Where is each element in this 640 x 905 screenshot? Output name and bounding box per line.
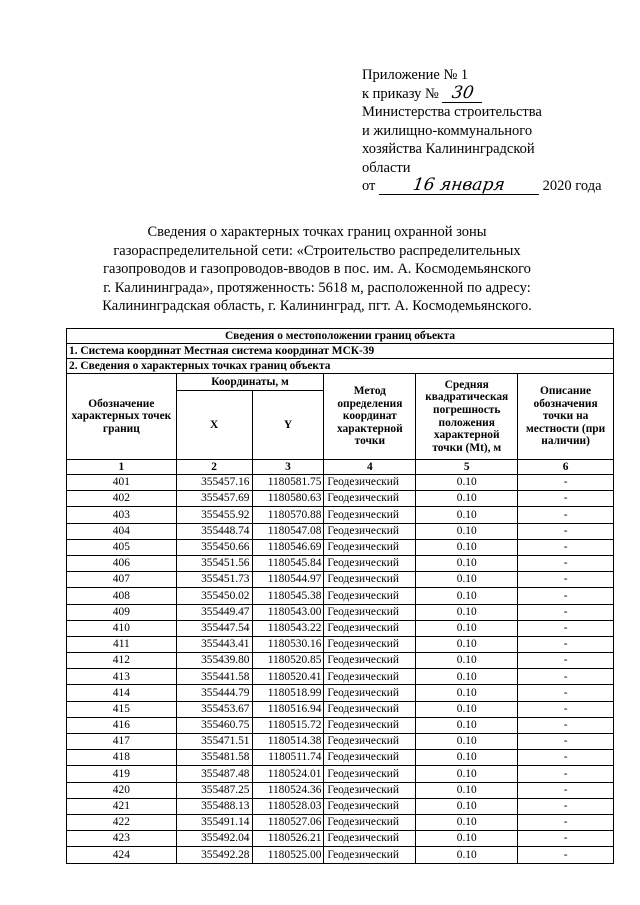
column-number: 1 (67, 460, 177, 475)
table-row (67, 653, 614, 669)
cell-coord-x: 355450.66 (176, 539, 252, 555)
column-number: 5 (416, 460, 518, 475)
document-heading (70, 223, 564, 316)
heading-line-5: Калининградская область, г. Калининград, пгт. А. Космодемьянского. (102, 298, 532, 315)
header-x: X (176, 391, 252, 460)
cell-point-id: 411 (67, 636, 177, 652)
header-designation: Обозначение характерных точек границ (67, 374, 177, 460)
cell-coord-y: 1180543.00 (252, 604, 324, 620)
cell-point-id: 420 (67, 782, 177, 798)
cell-coord-x: 355443.41 (176, 636, 252, 652)
cell-method: Геодезический (324, 572, 416, 588)
date-handwritten: 16 января (411, 175, 507, 195)
cell-point-id: 417 (67, 734, 177, 750)
cell-description: - (518, 572, 614, 588)
cell-method: Геодезический (324, 539, 416, 555)
cell-accuracy: 0.10 (416, 523, 518, 539)
cell-coord-y: 1180524.36 (252, 782, 324, 798)
cell-method: Геодезический (324, 814, 416, 830)
cell-coord-y: 1180515.72 (252, 717, 324, 733)
cell-description: - (518, 620, 614, 636)
column-number: 3 (252, 460, 324, 475)
boundary-points-table (66, 328, 614, 864)
cell-description: - (518, 750, 614, 766)
cell-coord-x: 355457.69 (176, 491, 252, 507)
table-row (67, 636, 614, 652)
cell-coord-y: 1180520.41 (252, 669, 324, 685)
cell-accuracy: 0.10 (416, 750, 518, 766)
cell-description: - (518, 588, 614, 604)
heading-line-1: Сведения о характерных точках границ охранной зоны (147, 224, 487, 240)
cell-method: Геодезический (324, 620, 416, 636)
cell-coord-y: 1180544.97 (252, 572, 324, 588)
points-section-label: 2. Сведения о характерных точках границ объекта (67, 359, 614, 374)
cell-coord-x: 355451.56 (176, 555, 252, 571)
cell-accuracy: 0.10 (416, 539, 518, 555)
cell-description: - (518, 636, 614, 652)
cell-method: Геодезический (324, 750, 416, 766)
column-number: 4 (324, 460, 416, 475)
table-row (67, 750, 614, 766)
cell-description: - (518, 669, 614, 685)
table-row (67, 604, 614, 620)
cell-method: Геодезический (324, 588, 416, 604)
cell-point-id: 418 (67, 750, 177, 766)
appendix-block (362, 66, 632, 196)
table-row (67, 475, 614, 491)
cell-description: - (518, 475, 614, 491)
cell-point-id: 408 (67, 588, 177, 604)
cell-method: Геодезический (324, 782, 416, 798)
cell-description: - (518, 717, 614, 733)
cell-coord-x: 355487.25 (176, 782, 252, 798)
cell-coord-y: 1180545.84 (252, 555, 324, 571)
cell-method: Геодезический (324, 555, 416, 571)
cell-point-id: 401 (67, 475, 177, 491)
cell-point-id: 424 (67, 847, 177, 863)
table-row (67, 766, 614, 782)
table-row (67, 669, 614, 685)
table-row (67, 831, 614, 847)
cell-coord-y: 1180570.88 (252, 507, 324, 523)
cell-coord-x: 355481.58 (176, 750, 252, 766)
cell-point-id: 405 (67, 539, 177, 555)
table-row (67, 507, 614, 523)
cell-point-id: 421 (67, 798, 177, 814)
cell-description: - (518, 523, 614, 539)
order-line (362, 82, 632, 104)
column-number: 6 (518, 460, 614, 475)
table-row (67, 814, 614, 830)
cell-coord-y: 1180545.38 (252, 588, 324, 604)
cell-coord-x: 355457.16 (176, 475, 252, 491)
cell-point-id: 413 (67, 669, 177, 685)
cell-coord-x: 355444.79 (176, 685, 252, 701)
order-number-field (442, 82, 482, 103)
cell-description: - (518, 507, 614, 523)
table-row (67, 620, 614, 636)
cell-accuracy: 0.10 (416, 669, 518, 685)
cell-coord-y: 1180520.85 (252, 653, 324, 669)
cell-coord-x: 355450.02 (176, 588, 252, 604)
cell-coord-x: 355448.74 (176, 523, 252, 539)
cell-point-id: 402 (67, 491, 177, 507)
cell-point-id: 404 (67, 523, 177, 539)
cell-point-id: 409 (67, 604, 177, 620)
cell-method: Геодезический (324, 685, 416, 701)
cell-accuracy: 0.10 (416, 798, 518, 814)
cell-coord-x: 355453.67 (176, 701, 252, 717)
cell-coord-y: 1180527.06 (252, 814, 324, 830)
table-row (67, 523, 614, 539)
cell-description: - (518, 685, 614, 701)
cell-point-id: 412 (67, 653, 177, 669)
cell-description: - (518, 604, 614, 620)
cell-coord-y: 1180511.74 (252, 750, 324, 766)
cell-method: Геодезический (324, 798, 416, 814)
appendix-line-5: хозяйства Калининградской (362, 141, 535, 157)
cell-method: Геодезический (324, 604, 416, 620)
cell-accuracy: 0.10 (416, 636, 518, 652)
heading-line-4: г. Калининграда», протяженность: 5618 м, расположенной по адресу: (103, 279, 531, 296)
cell-accuracy: 0.10 (416, 507, 518, 523)
cell-description: - (518, 491, 614, 507)
order-prefix: к приказу № (362, 85, 439, 102)
cell-accuracy: 0.10 (416, 717, 518, 733)
cell-coord-x: 355471.51 (176, 734, 252, 750)
cell-accuracy: 0.10 (416, 588, 518, 604)
cell-point-id: 414 (67, 685, 177, 701)
table-row (67, 734, 614, 750)
cell-accuracy: 0.10 (416, 653, 518, 669)
coordinate-system-label: 1. Система координат Местная система координат МСК-39 (67, 344, 614, 359)
header-description: Описание обозначения точки на местности (при наличии) (518, 374, 614, 460)
cell-point-id: 403 (67, 507, 177, 523)
heading-line-3: газопроводов и газопроводов-вводов в пос. им. А. Космодемьянского (103, 261, 531, 278)
cell-point-id: 416 (67, 717, 177, 733)
heading-line-2: газораспределительной сети: «Строительство распределительных (113, 242, 521, 259)
cell-coord-y: 1180543.22 (252, 620, 324, 636)
cell-coord-y: 1180518.99 (252, 685, 324, 701)
cell-accuracy: 0.10 (416, 847, 518, 863)
year-suffix: 2020 года (542, 178, 602, 194)
cell-coord-x: 355488.13 (176, 798, 252, 814)
cell-point-id: 410 (67, 620, 177, 636)
cell-accuracy: 0.10 (416, 766, 518, 782)
cell-accuracy: 0.10 (416, 475, 518, 491)
cell-description: - (518, 701, 614, 717)
appendix-line-6: области (362, 159, 411, 176)
cell-coord-x: 355439.80 (176, 653, 252, 669)
cell-coord-x: 355441.58 (176, 669, 252, 685)
header-accuracy: Средняя квадратическая погрешность положения характерной точки (Mt), м (416, 374, 518, 460)
table-row (67, 588, 614, 604)
cell-coord-x: 355492.28 (176, 847, 252, 863)
cell-description: - (518, 798, 614, 814)
cell-point-id: 422 (67, 814, 177, 830)
cell-coord-y: 1180546.69 (252, 539, 324, 555)
cell-accuracy: 0.10 (416, 734, 518, 750)
cell-coord-x: 355492.04 (176, 831, 252, 847)
cell-coord-y: 1180528.03 (252, 798, 324, 814)
cell-accuracy: 0.10 (416, 701, 518, 717)
cell-coord-y: 1180547.08 (252, 523, 324, 539)
cell-coord-y: 1180516.94 (252, 701, 324, 717)
cell-point-id: 415 (67, 701, 177, 717)
cell-point-id: 419 (67, 766, 177, 782)
cell-accuracy: 0.10 (416, 685, 518, 701)
table-row (67, 717, 614, 733)
cell-coord-y: 1180514.38 (252, 734, 324, 750)
column-number-row (67, 460, 614, 475)
cell-coord-x: 355487.48 (176, 766, 252, 782)
table-row (67, 572, 614, 588)
cell-coord-y: 1180581.75 (252, 475, 324, 491)
cell-method: Геодезический (324, 491, 416, 507)
cell-coord-x: 355460.75 (176, 717, 252, 733)
cell-description: - (518, 782, 614, 798)
cell-accuracy: 0.10 (416, 782, 518, 798)
date-line (362, 177, 632, 196)
cell-method: Геодезический (324, 734, 416, 750)
cell-method: Геодезический (324, 831, 416, 847)
cell-coord-y: 1180530.16 (252, 636, 324, 652)
table-row (67, 555, 614, 571)
cell-point-id: 423 (67, 831, 177, 847)
table-row (67, 539, 614, 555)
cell-coord-x: 355455.92 (176, 507, 252, 523)
cell-method: Геодезический (324, 523, 416, 539)
cell-point-id: 406 (67, 555, 177, 571)
cell-description: - (518, 539, 614, 555)
header-method: Метод определения координат характерной точки (324, 374, 416, 460)
cell-accuracy: 0.10 (416, 620, 518, 636)
cell-description: - (518, 555, 614, 571)
appendix-line-3: Министерства строительства (362, 104, 542, 120)
cell-coord-x: 355447.54 (176, 620, 252, 636)
table-row (67, 847, 614, 863)
cell-method: Геодезический (324, 475, 416, 491)
table-row (67, 685, 614, 701)
table-row (67, 782, 614, 798)
cell-method: Геодезический (324, 701, 416, 717)
header-y: Y (252, 391, 324, 460)
cell-accuracy: 0.10 (416, 555, 518, 571)
appendix-line-4: и жилищно-коммунального (362, 122, 533, 139)
cell-accuracy: 0.10 (416, 604, 518, 620)
cell-description: - (518, 766, 614, 782)
appendix-title: Приложение № 1 (362, 67, 469, 83)
cell-coord-y: 1180525.00 (252, 847, 324, 863)
cell-method: Геодезический (324, 636, 416, 652)
cell-coord-x: 355449.47 (176, 604, 252, 620)
cell-point-id: 407 (67, 572, 177, 588)
cell-description: - (518, 847, 614, 863)
cell-accuracy: 0.10 (416, 831, 518, 847)
cell-method: Геодезический (324, 653, 416, 669)
cell-coord-x: 355451.73 (176, 572, 252, 588)
cell-method: Геодезический (324, 717, 416, 733)
cell-description: - (518, 653, 614, 669)
cell-method: Геодезический (324, 847, 416, 863)
cell-accuracy: 0.10 (416, 491, 518, 507)
table-row (67, 491, 614, 507)
cell-description: - (518, 814, 614, 830)
cell-description: - (518, 831, 614, 847)
table-row (67, 798, 614, 814)
header-coordinates: Координаты, м (176, 374, 324, 391)
cell-coord-y: 1180524.01 (252, 766, 324, 782)
cell-coord-x: 355491.14 (176, 814, 252, 830)
cell-coord-y: 1180580.63 (252, 491, 324, 507)
cell-accuracy: 0.10 (416, 814, 518, 830)
cell-method: Геодезический (324, 669, 416, 685)
cell-description: - (518, 734, 614, 750)
table-row (67, 701, 614, 717)
column-number: 2 (176, 460, 252, 475)
section-title: Сведения о местоположении границ объекта (67, 329, 614, 344)
order-number-handwritten: 30 (450, 82, 475, 103)
date-prefix: от (362, 178, 376, 194)
cell-method: Геодезический (324, 507, 416, 523)
cell-coord-y: 1180526.21 (252, 831, 324, 847)
date-field (379, 177, 539, 195)
cell-accuracy: 0.10 (416, 572, 518, 588)
cell-method: Геодезический (324, 766, 416, 782)
